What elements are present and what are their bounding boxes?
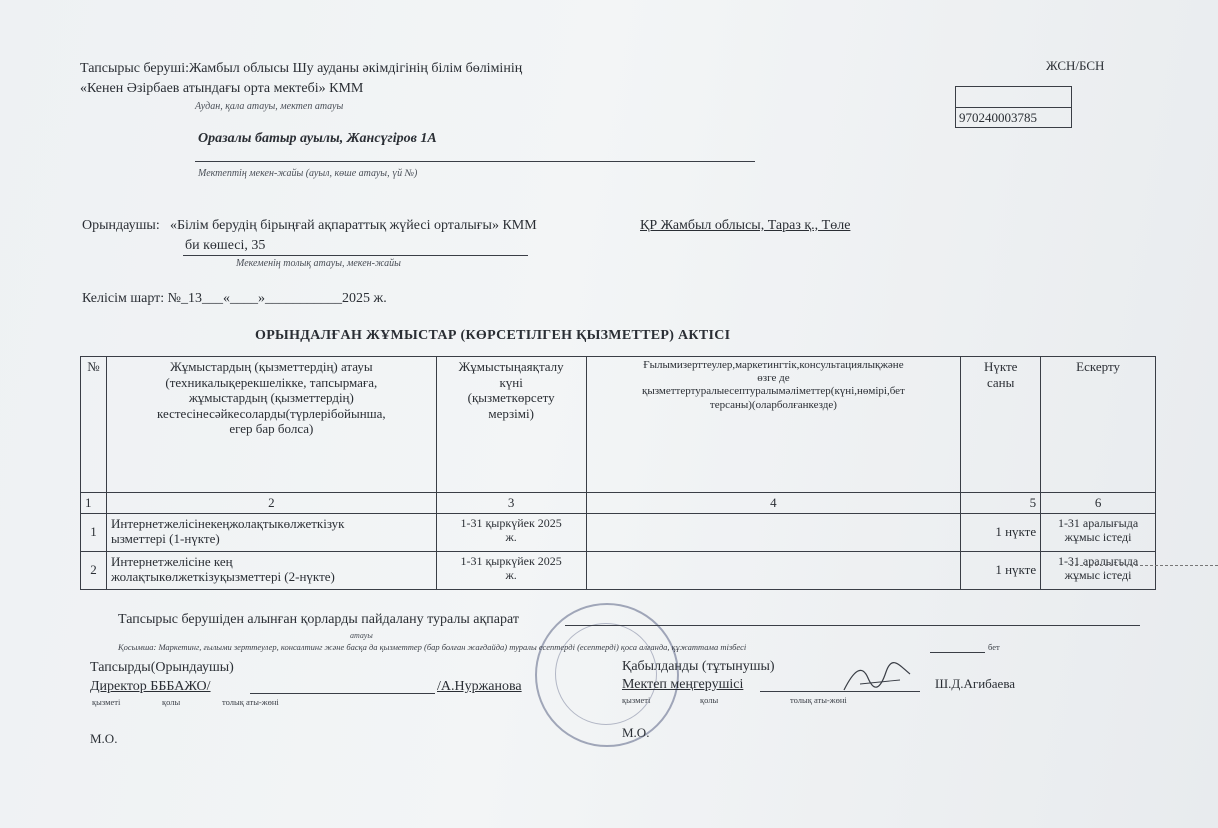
- row-num: 1: [81, 513, 107, 551]
- accepted-caption-sign: қолы: [700, 695, 719, 705]
- executor-address: ҚР Жамбыл облысы, Тараз қ., Төле: [640, 218, 851, 233]
- accepted-role: Мектеп меңгерушісі: [622, 677, 744, 692]
- row-note: [1041, 551, 1156, 589]
- header-note: Ескерту: [1041, 357, 1156, 493]
- header-report-line: Ғылымизерттеулер,маркетингтік,консультациялықжәне: [643, 359, 904, 371]
- customer-line1: Тапсырыс беруші:Жамбыл облысы Шу ауданы әкімдігінің білім бөлімінің: [80, 61, 523, 76]
- row-note-line: жұмыс істеді: [1064, 567, 1132, 582]
- attachment-underline: [930, 652, 985, 653]
- header-name-line: жұмыстардың (қызметтердің): [188, 390, 354, 406]
- header-name-line: кестесінесәйкесоларды(түрлерібойынша,: [157, 405, 386, 421]
- header-report-line: өзге де: [757, 372, 790, 385]
- row-date-line: ж.: [505, 567, 517, 582]
- bin-label: ЖСН/БСН: [1046, 58, 1105, 73]
- row-note-line: 1-31 аралығыда: [1057, 553, 1139, 568]
- row-name-line: Интернетжелісінекеңжолақтыкөлжеткізук: [110, 515, 345, 531]
- executor-caption: Мекеменің толық атауы, мекен-жайы: [236, 258, 401, 269]
- resources-text: Тапсырыс берушіден алынған қорларды пайдалану туралы ақпарат: [118, 612, 519, 627]
- row-date-line: ж.: [505, 529, 517, 544]
- attachment-suffix: бет: [988, 642, 1000, 652]
- executor-line2: би көшесі, 35: [185, 238, 266, 253]
- header-date-line: (қызметкөрсету: [467, 390, 555, 406]
- row-points: 1 нүкте: [961, 551, 1041, 589]
- row-date-line: 1-31 қыркүйек 2025: [460, 515, 562, 530]
- school-address: Оразалы батыр ауылы, Жансүгіров 1А: [198, 131, 437, 146]
- header-date-line: күні: [499, 374, 523, 390]
- row-points: 1 нүкте: [961, 513, 1041, 551]
- row-service-name: [106, 551, 436, 589]
- executor-name: «Білім берудің бірыңғай ақпараттық жүйесі орталығы» КММ: [170, 218, 537, 233]
- column-number-row: [81, 493, 1156, 514]
- address-underline: [195, 161, 755, 162]
- header-report-line: қызметтертуралыесептуралымәліметтер(күні,нөмірі,бет: [641, 385, 905, 398]
- col-number: 1: [81, 493, 107, 514]
- row-date: [436, 551, 586, 589]
- handed-role: Директор БББАЖО/: [90, 679, 211, 694]
- scan-edge-line: [1070, 565, 1218, 566]
- table-row: [81, 513, 1156, 551]
- col-number: 5: [961, 493, 1041, 514]
- accepted-caption-position: қызметі: [622, 695, 651, 705]
- contract-number: Келісім шарт: №_13___«____»___________2025 ж.: [82, 291, 387, 306]
- handed-caption-name: толық аты-жөні: [222, 697, 279, 707]
- header-name: [106, 357, 436, 493]
- handed-label: Тапсырды(Орындаушы): [90, 660, 234, 675]
- row-num: 2: [81, 551, 107, 589]
- header-points-line: саны: [986, 374, 1015, 390]
- act-title: ОРЫНДАЛҒАН ЖҰМЫСТАР (КӨРСЕТІЛГЕН ҚЫЗМЕТТЕР) АКТІСІ: [255, 328, 731, 343]
- accepted-name: Ш.Д.Агибаева: [935, 676, 1016, 691]
- row-note-line: 1-31 аралығыда: [1057, 515, 1139, 530]
- row-report: [586, 513, 961, 551]
- bin-value: 970240003785: [959, 110, 1037, 125]
- acts-table: [80, 356, 1156, 590]
- col-number: 2: [106, 493, 436, 514]
- header-name-line: егер бар болса): [229, 421, 314, 437]
- header-num: №: [81, 357, 107, 493]
- executor-label: Орындаушы:: [82, 218, 160, 233]
- col-number: 4: [586, 493, 961, 514]
- seal-place-left: М.О.: [90, 731, 118, 746]
- row-name-line: Интернетжелісіне кең: [110, 553, 233, 569]
- header-report-line: терсаны)(оларболғанкезде): [709, 398, 837, 411]
- customer-line2: «Кенен Әзірбаев атындағы орта мектебі» КММ: [80, 81, 364, 96]
- accepted-caption-name: толық аты-жөні: [790, 695, 847, 705]
- accepted-label: Қабылданды (тұтынушы): [622, 659, 775, 674]
- row-date: [436, 513, 586, 551]
- resources-underline: [565, 625, 1140, 626]
- header-date-line: мерзімі): [488, 405, 534, 421]
- bin-box-divider: [955, 107, 1071, 108]
- row-note-line: жұмыс істеді: [1064, 529, 1132, 544]
- customer-caption: Аудан, қала атауы, мектеп атауы: [195, 101, 344, 112]
- row-name-line: ызметтері (1-нүкте): [110, 531, 220, 547]
- header-date: [436, 357, 586, 493]
- row-name-line: жолақтыкөлжеткізуқызметтері (2-нүкте): [110, 569, 335, 585]
- col-number: 6: [1041, 493, 1156, 514]
- header-name-line: (техникалықерекшелікке, тапсырмаға,: [165, 374, 378, 390]
- header-points-line: Нүкте: [983, 359, 1018, 374]
- row-report: [586, 551, 961, 589]
- header-report: [586, 357, 961, 493]
- handed-caption-position: қызметі: [92, 697, 121, 707]
- handed-caption-sign: қолы: [162, 697, 181, 707]
- address-caption: Мектептің мекен-жайы (ауыл, көше атауы, үй №): [198, 168, 418, 179]
- row-note: [1041, 513, 1156, 551]
- row-service-name: [106, 513, 436, 551]
- col-number: 3: [436, 493, 586, 514]
- seal-place-right: М.О.: [622, 725, 650, 740]
- header-date-line: Жұмыстыңаяқталу: [458, 359, 564, 374]
- signature-mark: [840, 660, 915, 696]
- attachment-text: Қосымша: Маркетинг, ғылыми зерттеулер, консалтинг және басқа да қызметтер (бар болған жағдайда) туралы есептерді (есептерді) қоса алғанда, құжаттама тізбесі: [118, 642, 747, 652]
- table-header-row: [81, 357, 1156, 493]
- row-date-line: 1-31 қыркүйек 2025: [460, 553, 562, 568]
- executor-underline: [183, 255, 528, 256]
- header-name-line: Жұмыстардың (қызметтердің) атауы: [170, 359, 373, 374]
- header-points: [961, 357, 1041, 493]
- handed-name: /А.Нуржанова: [437, 679, 522, 694]
- handed-sign-line: [250, 693, 435, 694]
- table-row: [81, 551, 1156, 589]
- resources-caption: атауы: [350, 631, 373, 640]
